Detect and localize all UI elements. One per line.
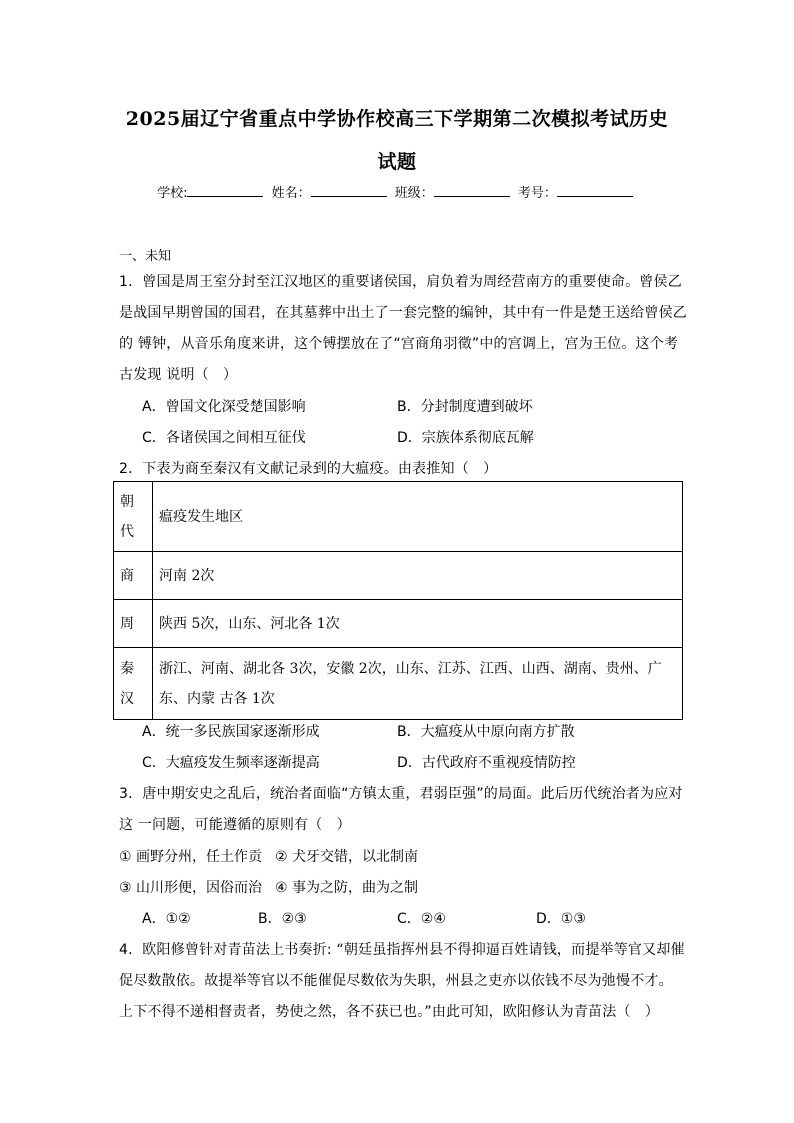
q3-stem-line-1: 3．唐中期安史之乱后，统治者面临“方镇太重，君弱臣强”的局面。此后历代统治者为应对 [119, 786, 683, 802]
q3-stem-line-2: 这 一问题，可能遵循的原则有（ ） [119, 817, 351, 833]
q2-option-d: D．古代政府不重视疫情防控 [397, 755, 576, 771]
q3-item-3: ③ 山川形便，因俗而治 [119, 880, 263, 896]
q3-option-b: B．②③ [258, 911, 307, 927]
table-cell-region: 浙江、河南、湖北各 3次，安徽 2次，山东、江苏、江西、山西、湖南、贵州、广东、内蒙 古各 1次 [153, 648, 683, 720]
name-label: 姓名： [271, 186, 311, 201]
table-row [114, 648, 683, 720]
q1-option-c: C．各诸侯国之间相互征伐 [142, 430, 306, 446]
q3-option-c: C．②④ [397, 911, 446, 927]
q1-stem-line-2: 是战国早期曾国的国君，在其墓葬中出土了一套完整的编钟，其中有一件是楚王送给曾侯乙 [119, 305, 687, 321]
number-label: 考号： [517, 186, 557, 201]
section-heading: 一、未知 [119, 249, 172, 264]
q2-option-b: B．大瘟疫从中原向南方扩散 [397, 724, 575, 740]
table-row [114, 552, 683, 600]
plague-table [113, 481, 683, 720]
class-blank[interactable] [434, 184, 510, 197]
name-blank[interactable] [311, 184, 387, 197]
q2-stem: 2．下表为商至秦汉有文献记录到的大瘟疫。由表推知（ ） [119, 461, 498, 477]
school-label: 学校: [157, 186, 188, 201]
q1-option-a: A．曾国文化深受楚国影响 [142, 399, 306, 415]
document-title-line-1: 2025届辽宁省重点中学协作校高三下学期第二次模拟考试历史 [125, 108, 669, 130]
q4-stem-line-1: 4．欧阳修曾针对青苗法上书奏折: “朝廷虽指挥州县不得抑逼百姓请钱，而提举等官又却催 [119, 942, 685, 958]
q3-item-1: ① 画野分州，任土作贡 [119, 849, 263, 865]
table-header-dynasty: 朝代 [114, 482, 153, 552]
number-blank[interactable] [557, 184, 633, 197]
q3-item-4: ④ 事为之防，曲为之制 [275, 880, 419, 896]
table-header-row [114, 482, 683, 552]
table-header-region: 瘟疫发生地区 [153, 482, 683, 552]
q1-stem-line-4: 古发现 说明（ ） [119, 367, 238, 383]
table-cell-dynasty: 秦汉 [114, 648, 153, 720]
q3-item-2: ② 犬牙交错，以北制南 [275, 849, 419, 865]
q3-option-d: D．①③ [536, 911, 586, 927]
q1-option-d: D．宗族体系彻底瓦解 [397, 430, 534, 446]
q1-option-b: B．分封制度遭到破坏 [397, 399, 533, 415]
student-info-line [0, 182, 794, 201]
q3-option-a: A．①② [142, 911, 191, 927]
document-title-line-2: 试题 [377, 151, 417, 173]
table-cell-dynasty: 周 [114, 600, 153, 648]
q2-option-c: C．大瘟疫发生频率逐渐提高 [142, 755, 320, 771]
q1-stem-line-1: 1．曾国是周王室分封至江汉地区的重要诸侯国，肩负着为周经营南方的重要使命。曾侯乙 [119, 274, 682, 290]
q2-option-a: A．统一多民族国家逐渐形成 [142, 724, 320, 740]
table-cell-region: 陕西 5次，山东、河北各 1次 [153, 600, 683, 648]
table-cell-region: 河南 2次 [153, 552, 683, 600]
q4-stem-line-3: 上下不得不递相督责者，势使之然，各不获已也。”由此可知，欧阳修认为青苗法（ ） [119, 1004, 660, 1020]
class-label: 班级： [394, 186, 434, 201]
table-row [114, 600, 683, 648]
table-cell-dynasty: 商 [114, 552, 153, 600]
q1-stem-line-3: 的 镈钟，从音乐角度来讲，这个镈摆放在了“宫商角羽徵”中的宫调上，宫为王位。这个考 [119, 336, 679, 352]
q4-stem-line-2: 促尽数散依。故提举等官以不能催促尽数依为失职，州县之吏亦以依钱不尽为弛慢不才。 [119, 973, 673, 989]
school-blank[interactable] [187, 184, 263, 197]
